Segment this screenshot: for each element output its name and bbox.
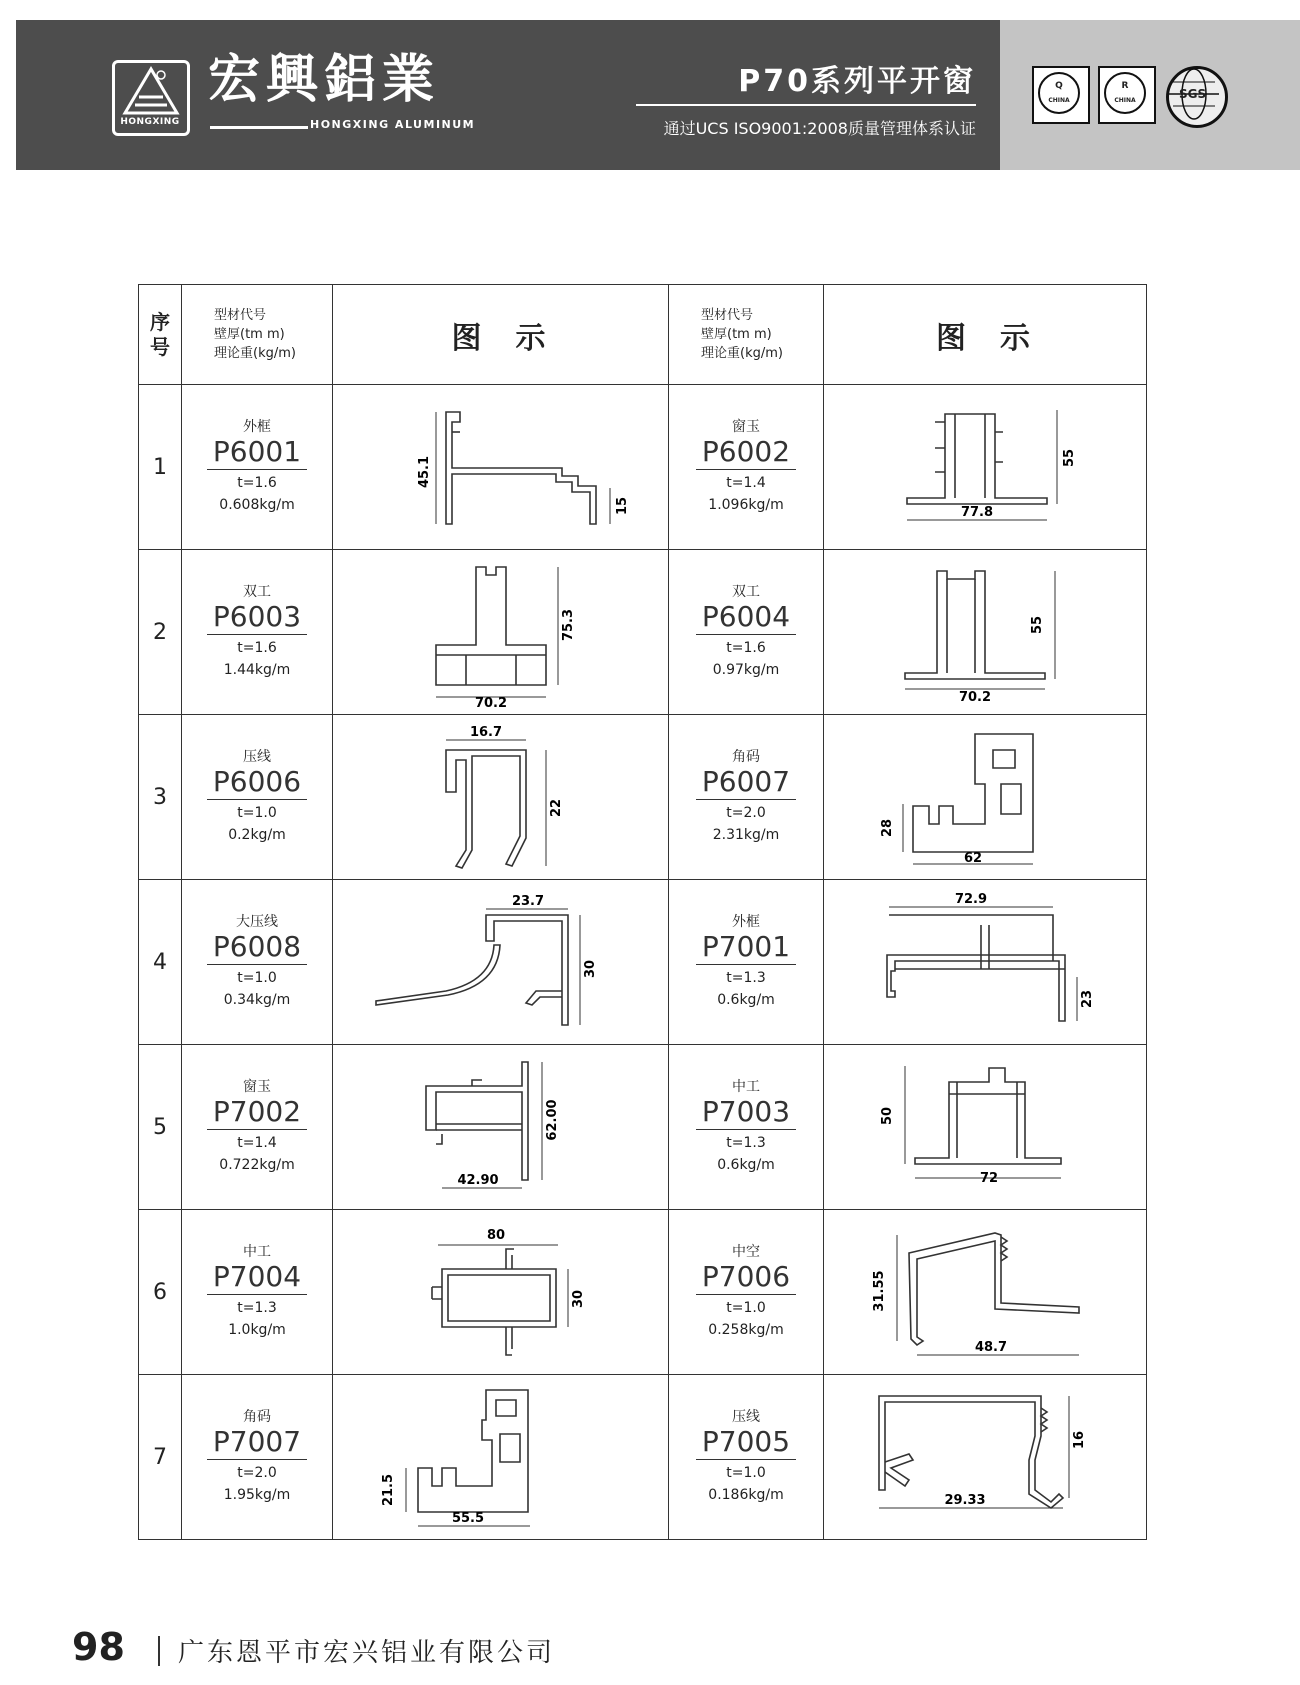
svg-text:70.2: 70.2 (474, 695, 507, 710)
profile-info: 双工 P6003 t=1.6 1.44kg/m (182, 550, 333, 715)
svg-text:45.1: 45.1 (416, 455, 432, 489)
footer-divider (158, 1636, 160, 1666)
q-china-badge: Q CHINA (1032, 66, 1090, 124)
brand-name-en: HONGXING ALUMINUM (310, 118, 476, 131)
profile-code: P6004 (696, 601, 796, 635)
r-china-badge: R CHINA (1098, 66, 1156, 124)
profile-drawing (824, 550, 1147, 715)
header-divider (636, 104, 976, 106)
profile-code: P7001 (696, 931, 796, 965)
svg-text:30: 30 (582, 959, 598, 978)
svg-text:75.3: 75.3 (560, 608, 576, 641)
profile-code: P6006 (207, 766, 307, 800)
profile-info: 大压线 P6008 t=1.0 0.34kg/m (182, 880, 333, 1045)
profile-drawing (333, 715, 669, 880)
profile-code: P6003 (207, 601, 307, 635)
brand-underline (210, 126, 308, 129)
figure-header-right: 图示 (824, 285, 1147, 385)
svg-text:70.2: 70.2 (958, 689, 992, 705)
profile-code: P7003 (696, 1096, 796, 1130)
profile-info: 窗玉 P7002 t=1.4 0.722kg/m (182, 1045, 333, 1210)
svg-text:16: 16 (1072, 1430, 1087, 1449)
svg-text:72.9: 72.9 (954, 891, 988, 907)
svg-text:77.8: 77.8 (960, 505, 994, 520)
svg-text:21.5: 21.5 (380, 1473, 396, 1506)
svg-text:55: 55 (1062, 448, 1077, 468)
profile-code: P6008 (207, 931, 307, 965)
figure-header-left: 图示 (333, 285, 669, 385)
seq-header: 序 号 (139, 285, 182, 385)
row-number: 1 (139, 385, 182, 550)
logo-mark-icon (115, 63, 187, 119)
profile-drawing (333, 550, 669, 715)
table-row (139, 715, 1147, 880)
company-name-footer: 广东恩平市宏兴铝业有限公司 (178, 1638, 556, 1668)
profile-code: P6001 (207, 436, 307, 470)
series-title: P70系列平开窗 (738, 64, 976, 99)
svg-text:50: 50 (880, 1106, 895, 1125)
svg-text:80: 80 (486, 1227, 505, 1243)
profile-info: 中空 P7006 t=1.0 0.258kg/m (669, 1210, 824, 1375)
info-header-left: 型材代号 壁厚(tm m) 理论重(kg/m) (182, 285, 333, 385)
profile-drawing (333, 880, 669, 1045)
certification-text: 通过UCS ISO9001:2008质量管理体系认证 (663, 119, 976, 138)
profile-drawing (824, 715, 1147, 880)
profile-code: P7005 (696, 1426, 796, 1460)
logo-text: HONGXING (120, 117, 180, 127)
svg-text:28: 28 (880, 818, 895, 837)
profile-drawing (824, 1210, 1147, 1375)
profile-code: P7002 (207, 1096, 307, 1130)
table-row (139, 1045, 1147, 1210)
table-header-row (139, 285, 1147, 385)
svg-text:62: 62 (963, 850, 983, 866)
profile-drawing (824, 1375, 1147, 1540)
svg-text:15: 15 (614, 496, 630, 516)
svg-text:48.7: 48.7 (974, 1339, 1008, 1355)
table-row (139, 550, 1147, 715)
row-number: 7 (139, 1375, 182, 1540)
svg-text:16.7: 16.7 (469, 724, 502, 740)
profile-drawing (824, 1045, 1147, 1210)
profile-drawing (333, 1375, 669, 1540)
svg-text:22: 22 (548, 798, 564, 817)
profile-info: 角码 P7007 t=2.0 1.95kg/m (182, 1375, 333, 1540)
profile-info: 压线 P7005 t=1.0 0.186kg/m (669, 1375, 824, 1540)
table-row (139, 385, 1147, 550)
table-row (139, 1375, 1147, 1540)
profile-drawing (333, 385, 669, 550)
svg-text:42.90: 42.90 (456, 1172, 499, 1188)
profile-info: 中工 P7003 t=1.3 0.6kg/m (669, 1045, 824, 1210)
profile-info: 外框 P7001 t=1.3 0.6kg/m (669, 880, 824, 1045)
svg-text:23: 23 (1080, 989, 1095, 1008)
profile-code: P6007 (696, 766, 796, 800)
sgs-globe-badge: SGS (1166, 66, 1228, 128)
profile-code: P6002 (696, 436, 796, 470)
profile-drawing (824, 385, 1147, 550)
profile-info: 外框 P6001 t=1.6 0.608kg/m (182, 385, 333, 550)
svg-text:31.55: 31.55 (872, 1269, 887, 1312)
profile-table (138, 284, 1147, 1540)
svg-text:55.5: 55.5 (451, 1510, 484, 1526)
row-number: 6 (139, 1210, 182, 1375)
profile-info: 窗玉 P6002 t=1.4 1.096kg/m (669, 385, 824, 550)
profile-drawing (333, 1210, 669, 1375)
page-number: 98 (72, 1625, 125, 1669)
row-number: 5 (139, 1045, 182, 1210)
row-number: 3 (139, 715, 182, 880)
profile-drawing (824, 880, 1147, 1045)
profile-info: 角码 P6007 t=2.0 2.31kg/m (669, 715, 824, 880)
profile-info: 中工 P7004 t=1.3 1.0kg/m (182, 1210, 333, 1375)
svg-text:62.00: 62.00 (544, 1098, 560, 1141)
svg-text:29.33: 29.33 (944, 1492, 986, 1508)
profile-code: P7007 (207, 1426, 307, 1460)
svg-text:72: 72 (979, 1170, 999, 1186)
profile-drawing (333, 1045, 669, 1210)
profile-code: P7006 (696, 1261, 796, 1295)
profile-code: P7004 (207, 1261, 307, 1295)
table-row (139, 880, 1147, 1045)
row-number: 4 (139, 880, 182, 1045)
info-header-right: 型材代号 壁厚(tm m) 理论重(kg/m) (669, 285, 824, 385)
svg-text:23.7: 23.7 (511, 893, 544, 909)
brand-name-cn: 宏興鋁業 (208, 49, 441, 110)
svg-text:55: 55 (1030, 615, 1045, 634)
svg-text:30: 30 (570, 1289, 586, 1308)
profile-info: 双工 P6004 t=1.6 0.97kg/m (669, 550, 824, 715)
row-number: 2 (139, 550, 182, 715)
table-row (139, 1210, 1147, 1375)
profile-info: 压线 P6006 t=1.0 0.2kg/m (182, 715, 333, 880)
